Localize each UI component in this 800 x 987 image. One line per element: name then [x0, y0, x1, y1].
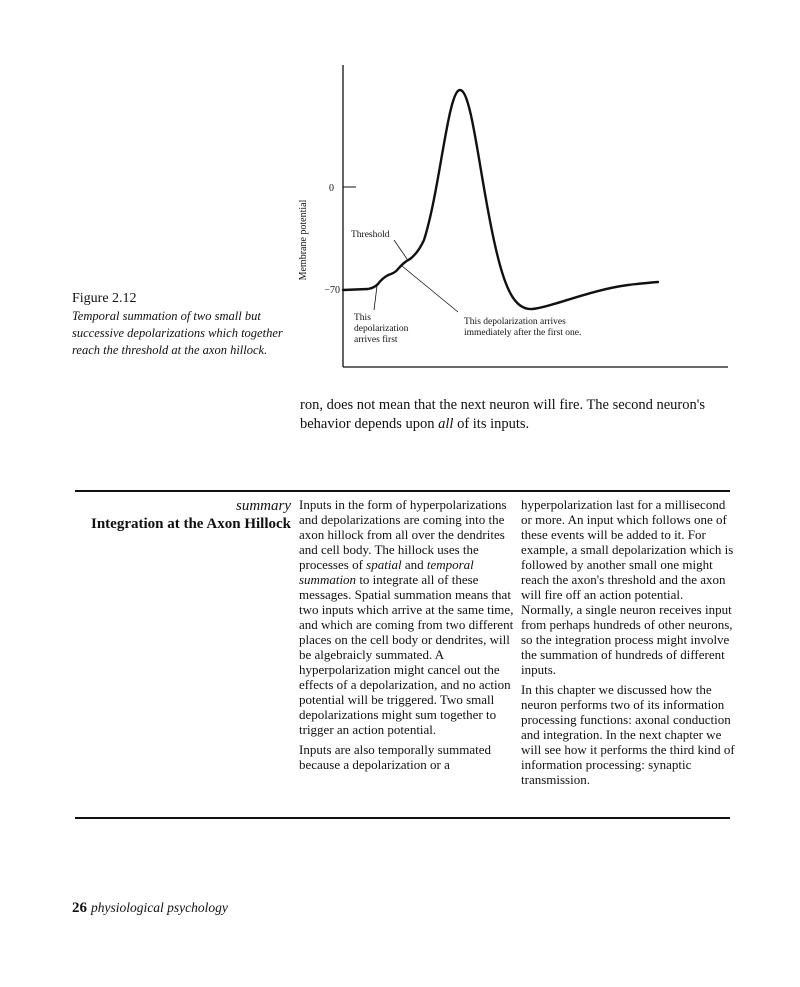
- term-temporal-summation: temporal summation: [299, 557, 474, 587]
- figure-number: Figure 2.12: [72, 291, 137, 306]
- summary-paragraph: [299, 497, 517, 737]
- summary-top-rule: [75, 490, 730, 492]
- pointer-threshold: [394, 240, 407, 259]
- continuation-emphasis: all: [438, 416, 454, 432]
- label-first-line2: depolarization: [354, 324, 409, 334]
- summary-text: to integrate all of these messages. Spatial summation means that two inputs which arrive at the same time, and which are coming from two different places on the cell body or dendrites, will be algebraicly summated. A hyperpolarization might cancel out the effects of a depolarization, and no action potential will be triggered. Two small depolarizations might sum together to trigger an action potential.: [299, 572, 514, 737]
- label-second-line2: immediately after the first one.: [464, 328, 582, 338]
- action-potential-trace: [343, 90, 658, 309]
- membrane-potential-graph: [290, 60, 730, 380]
- summary-column-1: [299, 497, 517, 777]
- label-first-line1: This: [354, 313, 371, 323]
- summary-text: Inputs in the form of hyperpolarizations and depolarizations are coming into the axon hillock from all over the dendrites and cell body. The hillock uses the processes of: [299, 497, 507, 572]
- label-first-line3: arrives first: [354, 335, 398, 345]
- summary-paragraph: In this chapter we discussed how the neuron performs two of its information processing functions: axonal conduction and integration. In the next chapter we will see how it performs the third kind of information processing: synaptic transmission.: [521, 682, 735, 787]
- term-spatial: spatial: [366, 557, 402, 572]
- pointer-first-depolarization: [374, 286, 377, 310]
- continuation-text-before: ron, does not mean that the next neuron will fire. The second neuron's behavior depends upon: [300, 397, 706, 432]
- summary-paragraph: Inputs are also temporally summated because a depolarization or a: [299, 742, 492, 772]
- label-threshold: Threshold: [351, 230, 390, 240]
- summary-kicker: summary: [236, 498, 291, 514]
- summary-column-2: [521, 497, 736, 792]
- continuation-paragraph: [300, 396, 740, 434]
- summary-bottom-rule: [75, 817, 730, 819]
- summary-heading: [75, 497, 291, 534]
- y-axis-label: Membrane potential: [298, 199, 309, 281]
- summary-title: Integration at the Axon Hillock: [90, 516, 291, 532]
- page-number: 26: [72, 900, 87, 916]
- summary-paragraph: hyperpolarization last for a millisecond or more. An input which follows one of these events will be added to it. For example, a small depolarization which is followed by another small one might reach the axon's threshold and the axon will fire off an action potential. Normally, a single neuron receives input from perhaps hundreds of other neurons, so the integration process might involve the summation of hundreds of different inputs.: [521, 497, 734, 677]
- running-title: physiological psychology: [91, 900, 228, 915]
- pointer-second-depolarization: [402, 266, 458, 312]
- label-second-line1: This depolarization arrives: [464, 317, 566, 327]
- continuation-text-after: of its inputs.: [453, 416, 530, 432]
- figure-caption-text: Temporal summation of two small but successive depolarizations which together reach the threshold at the axon hillock.: [72, 309, 283, 357]
- tick-label-minus70: −70: [324, 285, 340, 296]
- page-footer: [72, 900, 228, 917]
- figure-caption: [72, 290, 287, 359]
- tick-label-zero: 0: [329, 183, 334, 194]
- figure-membrane-potential: [290, 60, 730, 380]
- summary-text: and: [401, 557, 427, 572]
